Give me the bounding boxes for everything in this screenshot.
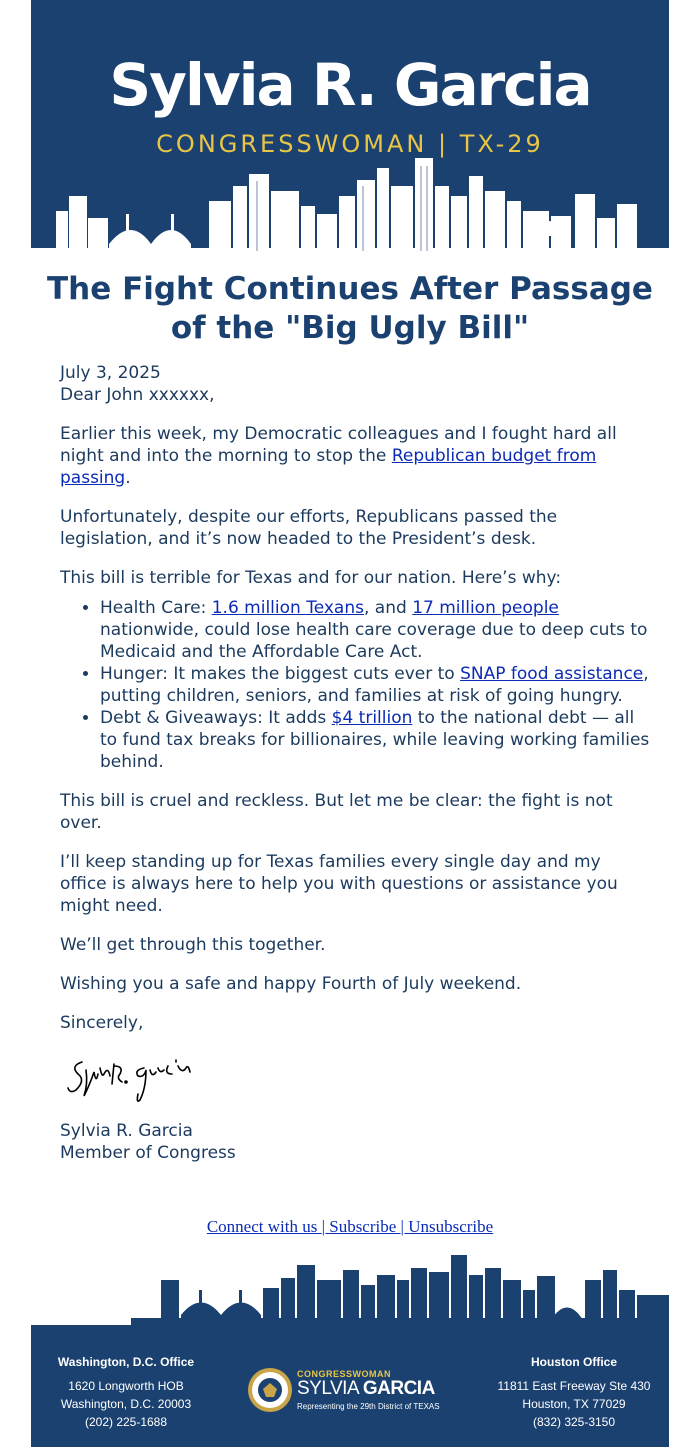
republican-budget-link[interactable]: Republican budget from passing	[60, 446, 597, 488]
letter-date-greeting	[60, 362, 650, 406]
sign-block	[60, 1120, 650, 1164]
footer-logo	[247, 1367, 457, 1417]
paragraph-4: This bill is cruel and reckless. But let me be clear: the fight is not over.	[60, 791, 613, 833]
snap-link[interactable]: SNAP food assistance	[460, 664, 644, 684]
list-item-health-care	[100, 597, 650, 663]
paragraph-1	[60, 423, 650, 489]
letter-body	[60, 362, 650, 1181]
houston-office	[479, 1353, 669, 1431]
list-item-debt	[100, 707, 650, 773]
health-care-mid: , and	[363, 598, 413, 618]
people-link[interactable]: 17 million people	[412, 598, 559, 618]
hunger-rest: , putting children, seniors, and families at risk of going hungry.	[100, 664, 649, 706]
dc-phone: (202) 225-1688	[84, 1415, 168, 1429]
health-care-lead: Health Care:	[100, 598, 212, 618]
houston-address-line-1: 11811 East Freeway Ste 430	[497, 1379, 651, 1393]
header-subtitle: CONGRESSWOMAN | TX-29	[156, 130, 544, 158]
header-name: Sylvia R. Garcia	[109, 51, 591, 119]
footer-links	[0, 1217, 700, 1237]
paragraph-1-text: Earlier this week, my Democratic colleagues and I fought hard all night and into the morning to stop the	[60, 424, 617, 466]
health-care-rest: nationwide, could lose health care coverage due to deep cuts to Medicaid and the Affordable Care Act.	[100, 620, 648, 662]
hunger-lead: Hunger: It makes the biggest cuts ever to	[100, 664, 461, 684]
brand-tagline: Representing the 29th District of TEXAS	[297, 1402, 440, 1411]
houston-office-title: Houston Office	[531, 1355, 617, 1369]
brand-name	[297, 1378, 435, 1400]
separator-1: |	[321, 1217, 330, 1236]
dc-address-line-2: Washington, D.C. 20003	[60, 1397, 192, 1411]
separator-2: |	[400, 1217, 409, 1236]
paragraph-2: Unfortunately, despite our efforts, Republicans passed the legislation, and it’s now headed to the President’s desk.	[60, 507, 558, 549]
debt-lead: Debt & Giveaways: It adds	[100, 708, 332, 728]
trillion-link[interactable]: $4 trillion	[331, 708, 413, 728]
paragraph-5: I’ll keep standing up for Texas families every single day and my office is always here to help you with questions or assistance you might need.	[60, 852, 618, 916]
dc-office	[31, 1353, 221, 1431]
paragraph-7: Wishing you a safe and happy Fourth of July weekend.	[60, 974, 522, 994]
list-item-hunger	[100, 663, 650, 707]
footer-skyline-illustration	[31, 1250, 669, 1325]
handwritten-signature	[64, 1044, 204, 1110]
connect-link[interactable]: Connect with us	[206, 1217, 322, 1236]
sign-name: Sylvia R. Garcia	[60, 1121, 193, 1141]
closing: Sincerely,	[60, 1013, 144, 1033]
paragraph-6: We’ll get through this together.	[60, 935, 326, 955]
header-banner	[31, 0, 669, 256]
houston-phone: (832) 325-3150	[532, 1415, 616, 1429]
paragraph-1-end: .	[125, 468, 131, 488]
headline: The Fight Continues After Passage of the "Big Ugly Bill"	[47, 271, 653, 346]
dc-address-line-1: 1620 Longworth HOB	[68, 1379, 184, 1393]
texans-link[interactable]: 1.6 million Texans	[211, 598, 364, 618]
brand-name-first: SYLVIA	[297, 1378, 363, 1399]
sign-title: Member of Congress	[60, 1143, 236, 1163]
dc-office-title: Washington, D.C. Office	[57, 1355, 195, 1369]
houston-skyline-illustration	[31, 156, 669, 256]
subscribe-link[interactable]: Subscribe	[329, 1217, 401, 1236]
reasons-list	[60, 597, 650, 773]
houston-address-line-2: Houston, TX 77029	[522, 1397, 626, 1411]
debt-rest: to the national debt — all to fund tax breaks for billionaires, while leaving working families behind.	[100, 708, 650, 772]
house-seal-icon	[247, 1367, 293, 1413]
brand-top: CONGRESSWOMAN	[297, 1369, 391, 1379]
paragraph-3: This bill is terrible for Texas and for our nation. Here’s why:	[60, 568, 562, 588]
unsubscribe-link[interactable]: Unsubscribe	[408, 1217, 494, 1236]
footer	[31, 1325, 669, 1447]
letter-date: July 3, 2025	[60, 363, 161, 383]
brand-name-last: GARCIA	[362, 1378, 435, 1399]
letter-greeting: Dear John xxxxxx,	[60, 385, 215, 405]
